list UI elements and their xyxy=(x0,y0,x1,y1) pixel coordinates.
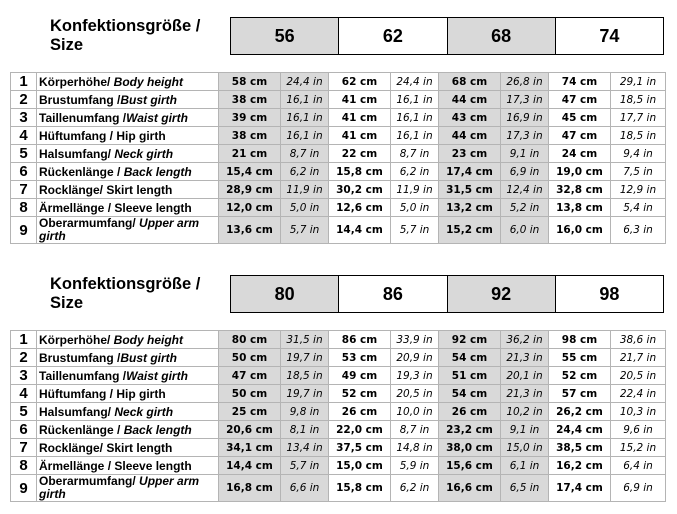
value-inch: 20,9 in xyxy=(391,349,439,367)
measurement-label xyxy=(37,163,219,181)
row-number: 4 xyxy=(11,127,37,145)
size-label: 74 xyxy=(555,18,663,55)
value-cm: 15,8 cm xyxy=(329,163,391,181)
value-cm: 26,2 cm xyxy=(549,403,611,421)
value-inch: 5,7 in xyxy=(281,457,329,475)
row-number: 6 xyxy=(11,421,37,439)
value-inch: 17,7 in xyxy=(611,109,666,127)
table-row-body-height xyxy=(11,73,666,91)
table-row-sleeve-length xyxy=(11,457,666,475)
value-inch: 16,1 in xyxy=(281,91,329,109)
table-row-upper-arm-girth xyxy=(11,217,666,244)
value-cm: 15,2 cm xyxy=(439,217,501,244)
value-inch: 33,9 in xyxy=(391,331,439,349)
table-row-hip-girth xyxy=(11,385,666,403)
measurement-label xyxy=(37,145,219,163)
value-cm: 17,4 cm xyxy=(439,163,501,181)
measurement-label xyxy=(37,109,219,127)
value-cm: 13,8 cm xyxy=(549,199,611,217)
label-english: Back length xyxy=(123,422,192,437)
value-cm: 50 cm xyxy=(219,385,281,403)
label-german: Oberarmumfang/ xyxy=(39,474,140,488)
value-cm: 51 cm xyxy=(439,367,501,385)
table-row-waist-girth xyxy=(11,367,666,385)
value-cm: 15,0 cm xyxy=(329,457,391,475)
measurement-label xyxy=(37,349,219,367)
label-english: Neck girth xyxy=(111,146,174,161)
value-cm: 14,4 cm xyxy=(329,217,391,244)
value-cm: 26 cm xyxy=(439,403,501,421)
row-number: 1 xyxy=(11,331,37,349)
size-label: 92 xyxy=(447,276,555,313)
value-inch: 16,1 in xyxy=(281,109,329,127)
label-german: Hüftumfang / Hip girth xyxy=(39,128,166,143)
value-inch: 10,3 in xyxy=(611,403,666,421)
value-cm: 16,6 cm xyxy=(439,475,501,502)
value-cm: 16,0 cm xyxy=(549,217,611,244)
label-english: Bust girth xyxy=(120,350,178,365)
value-cm: 80 cm xyxy=(219,331,281,349)
measurement-label xyxy=(37,421,219,439)
label-german: Oberarmumfang/ xyxy=(39,216,140,230)
value-cm: 16,2 cm xyxy=(549,457,611,475)
table-row-bust-girth xyxy=(11,349,666,367)
value-cm: 23,2 cm xyxy=(439,421,501,439)
value-inch: 9,1 in xyxy=(501,421,549,439)
value-cm: 38 cm xyxy=(219,91,281,109)
value-cm: 26 cm xyxy=(329,403,391,421)
value-cm: 20,6 cm xyxy=(219,421,281,439)
value-cm: 15,6 cm xyxy=(439,457,501,475)
value-inch: 19,7 in xyxy=(281,349,329,367)
value-inch: 18,5 in xyxy=(281,367,329,385)
measurement-label xyxy=(37,73,219,91)
value-inch: 7,5 in xyxy=(611,163,666,181)
value-inch: 6,9 in xyxy=(611,475,666,502)
value-inch: 6,9 in xyxy=(501,163,549,181)
section-title: Konfektionsgröße / Size xyxy=(50,275,201,312)
value-cm: 22 cm xyxy=(329,145,391,163)
measurement-label xyxy=(37,475,219,502)
label-german: Brustumfang / xyxy=(39,92,121,107)
size-label: 80 xyxy=(231,276,339,313)
value-inch: 6,6 in xyxy=(281,475,329,502)
value-cm: 16,8 cm xyxy=(219,475,281,502)
value-cm: 98 cm xyxy=(549,331,611,349)
value-cm: 74 cm xyxy=(549,73,611,91)
value-inch: 20,1 in xyxy=(501,367,549,385)
value-inch: 16,9 in xyxy=(501,109,549,127)
table-row-back-length xyxy=(11,421,666,439)
value-cm: 12,6 cm xyxy=(329,199,391,217)
value-cm: 38,0 cm xyxy=(439,439,501,457)
row-number: 9 xyxy=(11,217,37,244)
row-number: 2 xyxy=(11,349,37,367)
value-cm: 30,2 cm xyxy=(329,181,391,199)
measurement-table xyxy=(10,330,666,502)
value-cm: 45 cm xyxy=(549,109,611,127)
row-number: 1 xyxy=(11,73,37,91)
value-inch: 6,2 in xyxy=(281,163,329,181)
value-cm: 25 cm xyxy=(219,403,281,421)
table-row-sleeve-length xyxy=(11,199,666,217)
label-english: Upper arm girth xyxy=(39,216,200,243)
value-cm: 24,4 cm xyxy=(549,421,611,439)
value-inch: 18,5 in xyxy=(611,127,666,145)
value-inch: 5,2 in xyxy=(501,199,549,217)
value-cm: 38 cm xyxy=(219,127,281,145)
value-inch: 6,1 in xyxy=(501,457,549,475)
label-english: Back length xyxy=(123,164,192,179)
label-german: Halsumfang/ xyxy=(39,146,112,161)
size-label: 68 xyxy=(447,18,555,55)
size-label: 62 xyxy=(339,18,447,55)
size-label: 98 xyxy=(555,276,663,313)
value-cm: 13,2 cm xyxy=(439,199,501,217)
value-cm: 92 cm xyxy=(439,331,501,349)
row-number: 3 xyxy=(11,367,37,385)
label-german: Rückenlänge / xyxy=(39,164,124,179)
value-cm: 32,8 cm xyxy=(549,181,611,199)
value-inch: 6,0 in xyxy=(501,217,549,244)
value-inch: 12,4 in xyxy=(501,181,549,199)
value-inch: 31,5 in xyxy=(281,331,329,349)
value-cm: 57 cm xyxy=(549,385,611,403)
size-label: 56 xyxy=(231,18,339,55)
label-german: Halsumfang/ xyxy=(39,404,112,419)
measurement-label xyxy=(37,385,219,403)
value-cm: 24 cm xyxy=(549,145,611,163)
table-row-neck-girth xyxy=(11,145,666,163)
value-inch: 12,9 in xyxy=(611,181,666,199)
label-german: Brustumfang / xyxy=(39,350,121,365)
value-inch: 17,3 in xyxy=(501,91,549,109)
value-cm: 39 cm xyxy=(219,109,281,127)
value-cm: 28,9 cm xyxy=(219,181,281,199)
value-cm: 68 cm xyxy=(439,73,501,91)
value-cm: 43 cm xyxy=(439,109,501,127)
value-inch: 6,2 in xyxy=(391,163,439,181)
value-cm: 47 cm xyxy=(219,367,281,385)
value-inch: 8,7 in xyxy=(391,421,439,439)
value-inch: 15,2 in xyxy=(611,439,666,457)
measurement-label xyxy=(37,91,219,109)
value-cm: 22,0 cm xyxy=(329,421,391,439)
row-number: 5 xyxy=(11,145,37,163)
value-cm: 31,5 cm xyxy=(439,181,501,199)
table-row-body-height xyxy=(11,331,666,349)
label-english: Body height xyxy=(110,332,184,347)
value-cm: 38,5 cm xyxy=(549,439,611,457)
value-inch: 16,1 in xyxy=(391,91,439,109)
value-cm: 14,4 cm xyxy=(219,457,281,475)
value-inch: 19,7 in xyxy=(281,385,329,403)
value-cm: 54 cm xyxy=(439,385,501,403)
value-cm: 17,4 cm xyxy=(549,475,611,502)
label-german: Hüftumfang / Hip girth xyxy=(39,386,166,401)
measurement-label xyxy=(37,127,219,145)
value-inch: 5,4 in xyxy=(611,199,666,217)
value-inch: 6,3 in xyxy=(611,217,666,244)
value-cm: 50 cm xyxy=(219,349,281,367)
value-cm: 52 cm xyxy=(329,385,391,403)
value-inch: 18,5 in xyxy=(611,91,666,109)
value-cm: 15,8 cm xyxy=(329,475,391,502)
row-number: 8 xyxy=(11,199,37,217)
value-inch: 5,9 in xyxy=(391,457,439,475)
label-german: Taillenumfang / xyxy=(39,368,127,383)
label-german: Taillenumfang / xyxy=(39,110,127,125)
value-cm: 37,5 cm xyxy=(329,439,391,457)
value-cm: 47 cm xyxy=(549,127,611,145)
label-english: Upper arm girth xyxy=(39,474,200,501)
value-cm: 21 cm xyxy=(219,145,281,163)
measurement-label xyxy=(37,367,219,385)
row-number: 2 xyxy=(11,91,37,109)
value-cm: 86 cm xyxy=(329,331,391,349)
measurement-label xyxy=(37,439,219,457)
measurement-label xyxy=(37,199,219,217)
value-inch: 29,1 in xyxy=(611,73,666,91)
value-inch: 14,8 in xyxy=(391,439,439,457)
value-inch: 9,8 in xyxy=(281,403,329,421)
value-inch: 10,0 in xyxy=(391,403,439,421)
table-row-back-length xyxy=(11,163,666,181)
value-cm: 23 cm xyxy=(439,145,501,163)
table-row-hip-girth xyxy=(11,127,666,145)
value-inch: 21,3 in xyxy=(501,349,549,367)
table-row-skirt-length xyxy=(11,181,666,199)
size-header xyxy=(230,17,664,55)
value-inch: 16,1 in xyxy=(281,127,329,145)
value-cm: 47 cm xyxy=(549,91,611,109)
value-inch: 11,9 in xyxy=(281,181,329,199)
value-cm: 41 cm xyxy=(329,91,391,109)
value-inch: 38,6 in xyxy=(611,331,666,349)
value-inch: 8,7 in xyxy=(281,145,329,163)
row-number: 4 xyxy=(11,385,37,403)
value-inch: 13,4 in xyxy=(281,439,329,457)
size-header xyxy=(230,275,664,313)
label-german: Rocklänge/ Skirt length xyxy=(39,182,173,197)
label-english: Neck girth xyxy=(111,404,174,419)
value-cm: 49 cm xyxy=(329,367,391,385)
row-number: 6 xyxy=(11,163,37,181)
label-german: Körperhöhe/ xyxy=(39,332,111,347)
label-german: Rocklänge/ Skirt length xyxy=(39,440,173,455)
value-cm: 53 cm xyxy=(329,349,391,367)
label-german: Körperhöhe/ xyxy=(39,74,111,89)
value-inch: 6,2 in xyxy=(391,475,439,502)
label-english: Waist girth xyxy=(126,368,188,383)
row-number: 3 xyxy=(11,109,37,127)
value-inch: 19,3 in xyxy=(391,367,439,385)
value-cm: 41 cm xyxy=(329,109,391,127)
value-cm: 34,1 cm xyxy=(219,439,281,457)
label-german: Ärmellänge / Sleeve length xyxy=(39,458,192,473)
value-inch: 9,1 in xyxy=(501,145,549,163)
value-inch: 20,5 in xyxy=(611,367,666,385)
row-number: 7 xyxy=(11,439,37,457)
measurement-table xyxy=(10,72,666,244)
measurement-label xyxy=(37,181,219,199)
value-inch: 5,7 in xyxy=(391,217,439,244)
value-inch: 5,0 in xyxy=(391,199,439,217)
value-cm: 41 cm xyxy=(329,127,391,145)
measurement-label xyxy=(37,457,219,475)
value-inch: 5,0 in xyxy=(281,199,329,217)
value-inch: 6,5 in xyxy=(501,475,549,502)
row-number: 8 xyxy=(11,457,37,475)
value-inch: 21,3 in xyxy=(501,385,549,403)
table-row-waist-girth xyxy=(11,109,666,127)
value-cm: 13,6 cm xyxy=(219,217,281,244)
value-cm: 12,0 cm xyxy=(219,199,281,217)
measurement-label xyxy=(37,217,219,244)
label-german: Rückenlänge / xyxy=(39,422,124,437)
value-inch: 9,6 in xyxy=(611,421,666,439)
value-cm: 54 cm xyxy=(439,349,501,367)
section-title: Konfektionsgröße / Size xyxy=(50,17,201,54)
table-row-skirt-length xyxy=(11,439,666,457)
value-cm: 52 cm xyxy=(549,367,611,385)
value-inch: 16,1 in xyxy=(391,109,439,127)
value-inch: 8,7 in xyxy=(391,145,439,163)
value-cm: 15,4 cm xyxy=(219,163,281,181)
value-inch: 11,9 in xyxy=(391,181,439,199)
value-inch: 17,3 in xyxy=(501,127,549,145)
value-cm: 58 cm xyxy=(219,73,281,91)
row-number: 9 xyxy=(11,475,37,502)
value-inch: 36,2 in xyxy=(501,331,549,349)
table-row-bust-girth xyxy=(11,91,666,109)
table-row-neck-girth xyxy=(11,403,666,421)
value-inch: 9,4 in xyxy=(611,145,666,163)
value-inch: 8,1 in xyxy=(281,421,329,439)
value-inch: 6,4 in xyxy=(611,457,666,475)
label-english: Bust girth xyxy=(120,92,178,107)
value-inch: 24,4 in xyxy=(281,73,329,91)
value-inch: 21,7 in xyxy=(611,349,666,367)
row-number: 7 xyxy=(11,181,37,199)
label-english: Body height xyxy=(110,74,184,89)
value-cm: 55 cm xyxy=(549,349,611,367)
value-cm: 19,0 cm xyxy=(549,163,611,181)
value-cm: 44 cm xyxy=(439,91,501,109)
value-inch: 5,7 in xyxy=(281,217,329,244)
label-german: Ärmellänge / Sleeve length xyxy=(39,200,192,215)
value-inch: 24,4 in xyxy=(391,73,439,91)
value-inch: 15,0 in xyxy=(501,439,549,457)
row-number: 5 xyxy=(11,403,37,421)
value-inch: 26,8 in xyxy=(501,73,549,91)
value-inch: 22,4 in xyxy=(611,385,666,403)
value-cm: 44 cm xyxy=(439,127,501,145)
value-inch: 20,5 in xyxy=(391,385,439,403)
value-inch: 10,2 in xyxy=(501,403,549,421)
value-inch: 16,1 in xyxy=(391,127,439,145)
label-english: Waist girth xyxy=(126,110,188,125)
size-label: 86 xyxy=(339,276,447,313)
value-cm: 62 cm xyxy=(329,73,391,91)
measurement-label xyxy=(37,403,219,421)
table-row-upper-arm-girth xyxy=(11,475,666,502)
measurement-label xyxy=(37,331,219,349)
